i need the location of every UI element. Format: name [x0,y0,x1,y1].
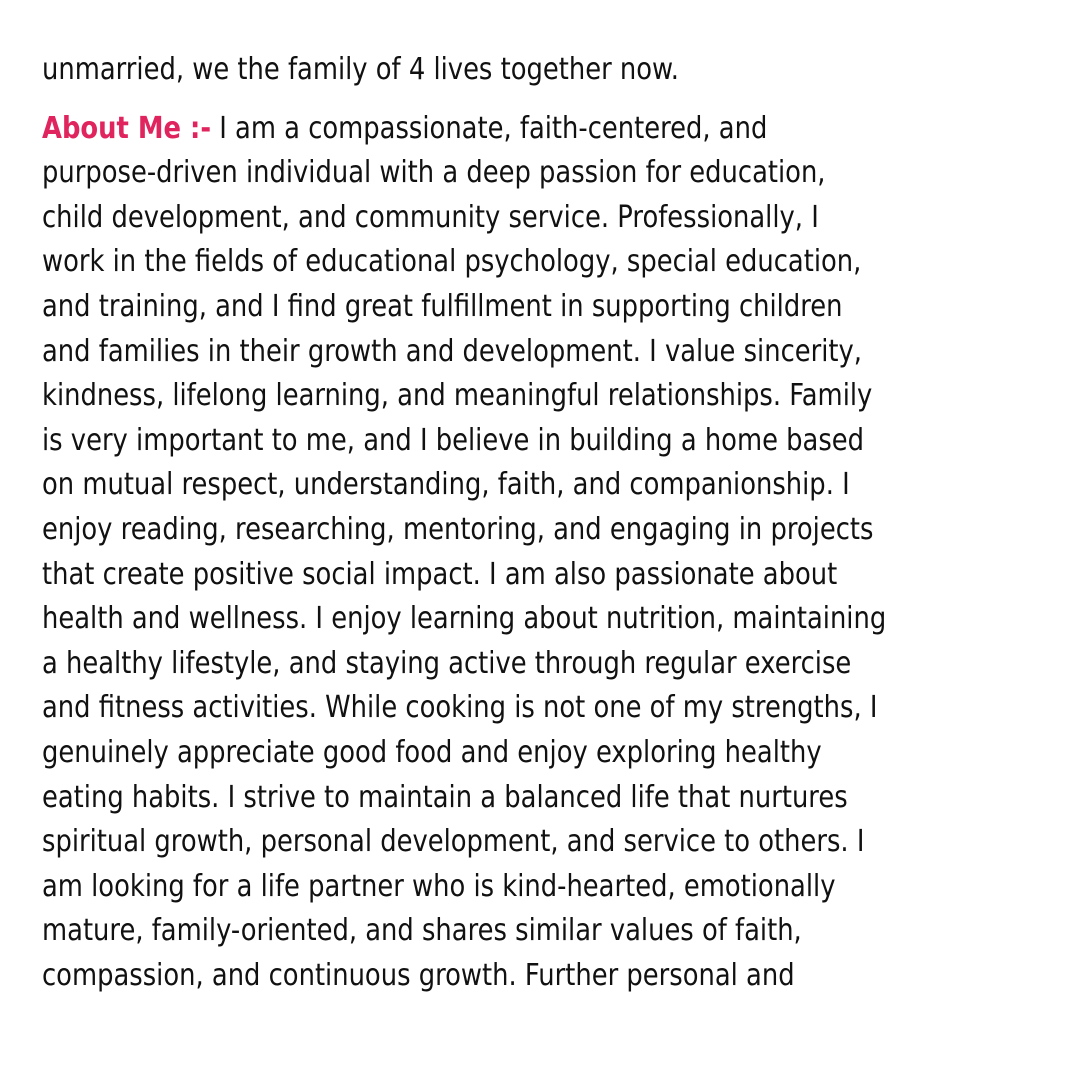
body-line: that create positive social impact. I am also passionate about [42,556,838,592]
body-line: am looking for a life partner who is kind-hearted, emotionally [42,868,836,904]
body-line: a healthy lifestyle, and staying active through regular exercise [42,645,852,681]
body-line: spiritual growth, personal development, and service to others. I [42,824,865,860]
body-line: child development, and community service. Professionally, I [42,199,819,235]
body-line: mature, family-oriented, and shares similar values of faith, [42,913,802,949]
body-line: is very important to me, and I believe in building a home based [42,422,865,458]
about-first-line-text: I am a compassionate, faith-centered, and [211,110,768,146]
body-line: eating habits. I strive to maintain a balanced life that nurtures [42,779,848,815]
body-line: enjoy reading, researching, mentoring, and engaging in projects [42,511,874,547]
body-line: kindness, lifelong learning, and meaningful relationships. Family [42,378,873,414]
body-line: compassion, and continuous growth. Further personal and [42,957,795,993]
body-line: on mutual respect, understanding, faith, and companionship. I [42,467,850,503]
body-line: health and wellness. I enjoy learning about nutrition, maintaining [42,601,887,637]
body-line: and training, and I find great fulfillment in supporting children [42,288,843,324]
body-line: purpose-driven individual with a deep passion for education, [42,155,826,191]
about-me-label: About Me :- [42,110,212,146]
body-line: genuinely appreciate good food and enjoy exploring healthy [42,734,822,770]
document-body [42,48,1057,998]
body-line: work in the fields of educational psychology, special education, [42,244,862,280]
about-first-line [42,107,1057,152]
intro-line: unmarried, we the family of 4 lives together now. [42,52,679,87]
body-line: and families in their growth and development. I value sincerity, [42,333,862,369]
body-line: and fitness activities. While cooking is not one of my strengths, I [42,690,878,726]
